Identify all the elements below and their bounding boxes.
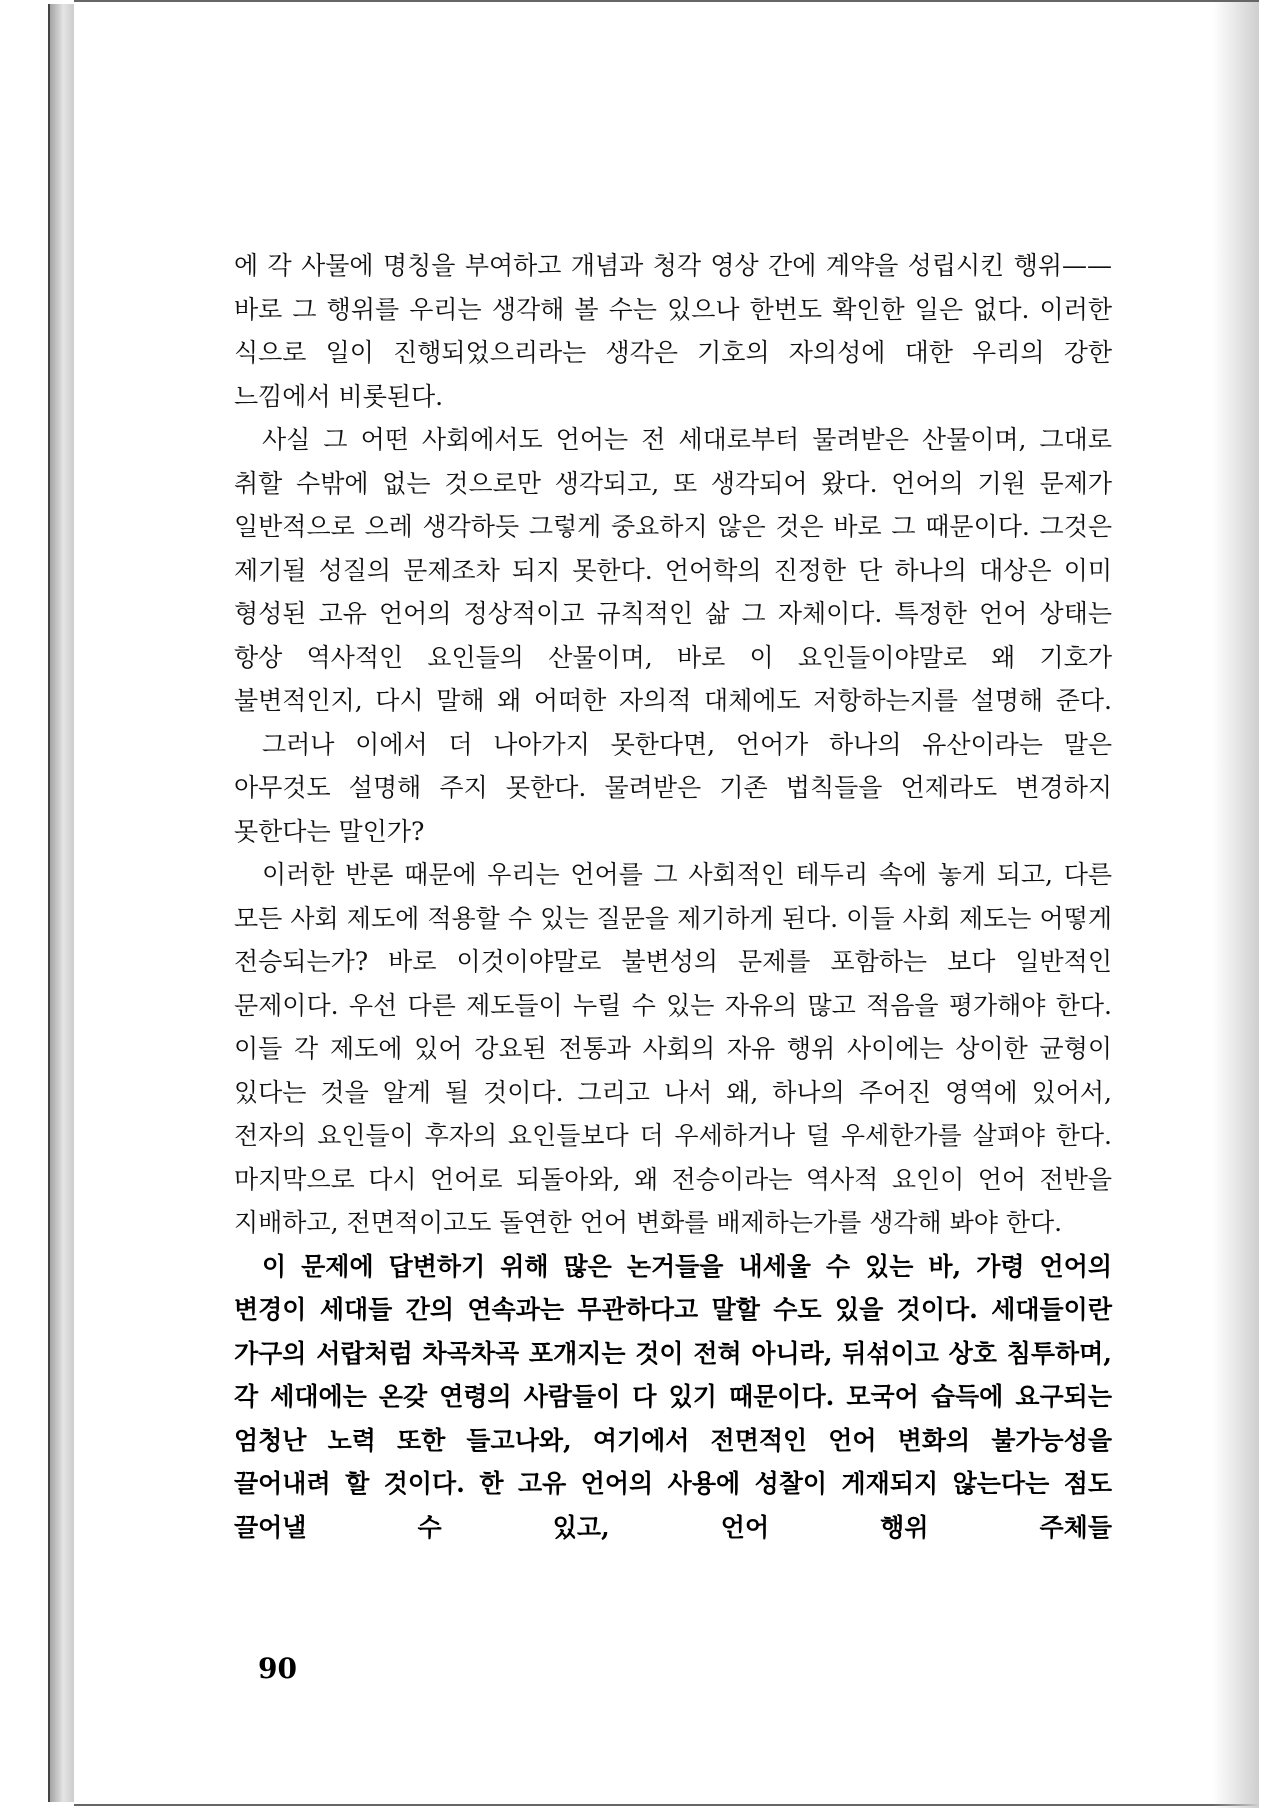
paragraph-2: 사실 그 어떤 사회에서도 언어는 전 세대로부터 물려받은 산물이며, 그대로 취할 수밖에 없는 것으로만 생각되고, 또 생각되어 왔다. 언어의 기원 문제가 일반적으로 으레 생각하듯 그렇게 중요하지 않은 것은 바로 그 때문이다. 그것은 제기될 성질의 문제조차 되지 못한다. 언어학의 진정한 단 하나의 대상은 이미 형성된 고유 언어의 정상적이고 규칙적인 삶 그 자체이다. 특정한 언어 상태는 항상 역사적인 요인들의 산물이며, 바로 이 요인들이야말로 왜 기호가 불변적인지, 다시 말해 왜 어떠한 자의적 대체에도 저항하는지를 설명해 준다. [234,425,1112,715]
spine-edge [48,4,50,1802]
body-text [234,244,1112,1549]
paragraph-5: 이 문제에 답변하기 위해 많은 논거들을 내세울 수 있는 바, 가령 언어의 변경이 세대들 간의 연속과는 무관하다고 말할 수도 있을 것이다. 세대들이란 가구의 서랍처럼 차곡차곡 포개지는 것이 전혀 아니라, 뒤섞이고 상호 침투하며, 각 세대에는 온갖 연령의 사람들이 다 있기 때문이다. 모국어 습득에 요구되는 엄청난 노력 또한 들고나와, 여기에서 전면적인 언어 변화의 불가능성을 끌어내려 할 것이다. 한 고유 언어의 사용에 성찰이 게재되지 않는다는 점도 끌어낼 수 있고, 언어 행위 주체들 [234,1251,1112,1542]
book-spine [48,4,76,1802]
paragraph-4: 이러한 반론 때문에 우리는 언어를 그 사회적인 테두리 속에 놓게 되고, 다른 모든 사회 제도에 적용할 수 있는 질문을 제기하게 된다. 이들 사회 제도는 어떻게 전승되는가? 바로 이것이야말로 불변성의 문제를 포함하는 보다 일반적인 문제이다. 우선 다른 제도들이 누릴 수 있는 자유의 많고 적음을 평가해야 한다. 이들 각 제도에 있어 강요된 전통과 사회의 자유 행위 사이에는 상이한 균형이 있다는 것을 알게 될 것이다. 그리고 나서 왜, 하나의 주어진 영역에 있어서, 전자의 요인들이 후자의 요인들보다 더 우세하거나 덜 우세한가를 살펴야 한다. 마지막으로 다시 언어로 되돌아와, 왜 전승이라는 역사적 요인이 언어 전반을 지배하고, 전면적이고도 돌연한 언어 변화를 배제하는가를 생각해 봐야 한다. [234,860,1112,1237]
paragraph-3: 그러나 이에서 더 나아가지 못한다면, 언어가 하나의 유산이라는 말은 아무것도 설명해 주지 못한다. 물려받은 기존 법칙들을 언제라도 변경하지 못한다는 말인가? [234,729,1112,846]
page-number: 90 [258,1652,297,1685]
paragraph-1: 에 각 사물에 명칭을 부여하고 개념과 청각 영상 간에 계약을 성립시킨 행위——바로 그 행위를 우리는 생각해 볼 수는 있으나 한번도 확인한 일은 없다. 이러한 식으로 일이 진행되었으리라는 생각은 기호의 자의성에 대한 우리의 강한 느낌에서 비롯된다. [234,251,1112,411]
page-edge-shadow [1213,2,1259,1808]
